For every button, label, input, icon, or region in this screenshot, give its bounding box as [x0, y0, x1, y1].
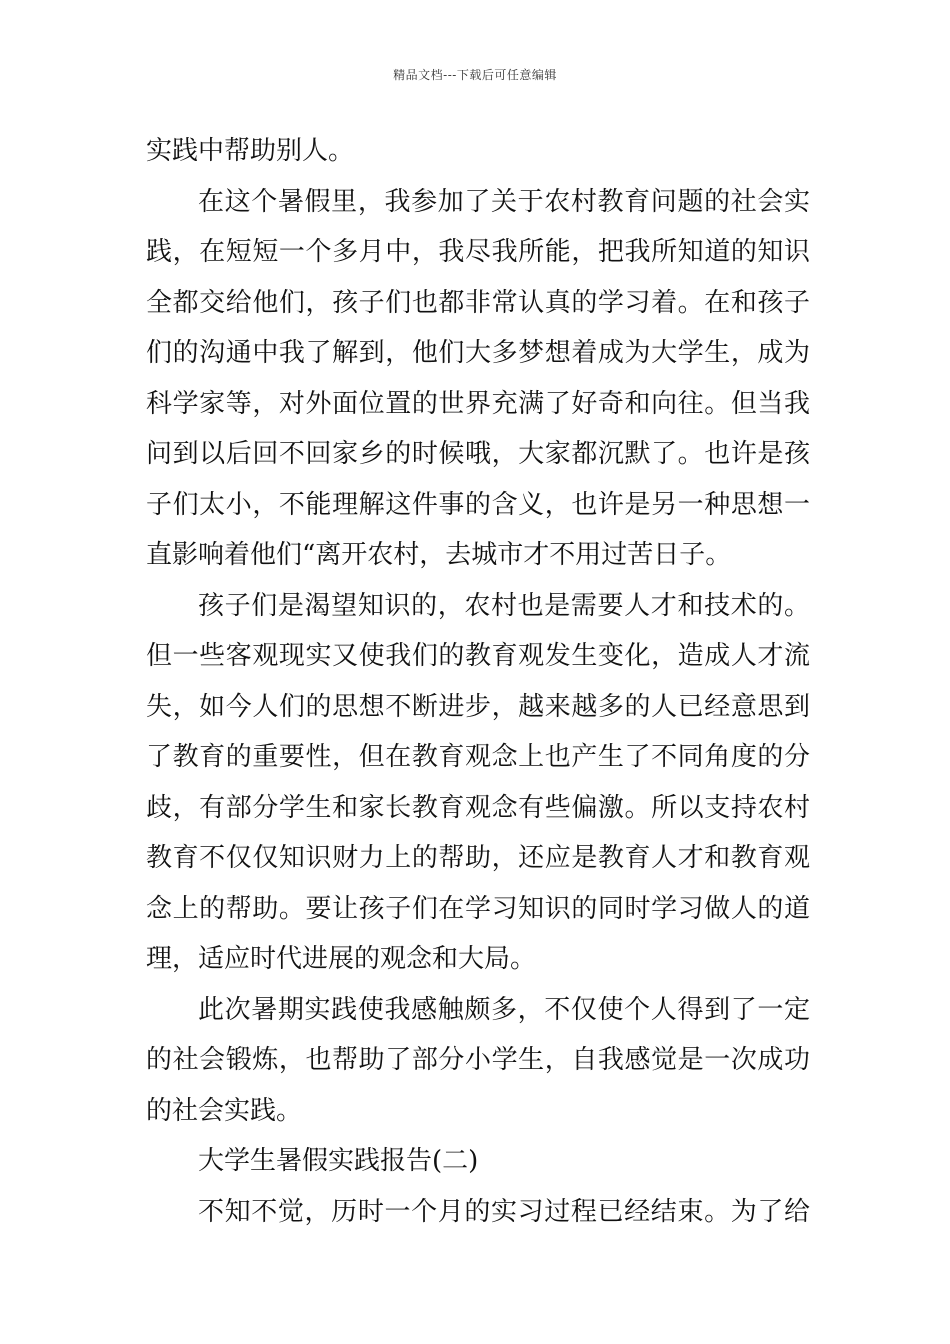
text-line: 歧，有部分学生和家长教育观念有些偏激。所以支持农村	[146, 792, 810, 823]
text-line: 科学家等，对外面位置的世界充满了好奇和向往。但当我	[146, 388, 810, 419]
text-line: 不知不觉，历时一个月的实习过程已经结束。为了给	[198, 1196, 810, 1227]
text-line: 在这个暑假里，我参加了关于农村教育问题的社会实	[198, 186, 810, 217]
text-line: 理，适应时代进展的观念和大局。	[146, 944, 537, 974]
document-body	[146, 126, 810, 1237]
page-header: 精品文档---下载后可任意编辑	[393, 68, 557, 82]
text-line: 念上的帮助。要让孩子们在学习知识的同时学习做人的道	[146, 893, 810, 924]
text-line: 但一些客观现实又使我们的教育观发生变化，造成人才流	[146, 641, 810, 671]
text-line: 们的沟通中我了解到，他们大多梦想着成为大学生，成为	[146, 338, 810, 368]
text-line: 问到以后回不回家乡的时候哦，大家都沉默了。也许是孩	[146, 439, 810, 469]
text-line: 了教育的重要性，但在教育观念上也产生了不同角度的分	[146, 742, 810, 772]
text-line: 全都交给他们，孩子们也都非常认真的学习着。在和孩子	[146, 287, 810, 318]
text-line: 孩子们是渴望知识的，农村也是需要人才和技术的。	[198, 590, 810, 621]
text-line: 践，在短短一个多月中，我尽我所能，把我所知道的知识	[146, 237, 810, 267]
text-line: 的社会实践。	[146, 1095, 303, 1126]
text-line: 失，如今人们的思想不断进步，越来越多的人已经意思到	[146, 691, 810, 722]
text-line: 直影响着他们“离开农村，去城市才不用过苦日子。	[146, 540, 732, 570]
text-line: 子们太小，不能理解这件事的含义，也许是另一种思想一	[146, 489, 810, 520]
text-line: 教育不仅仅知识财力上的帮助，还应是教育人才和教育观	[146, 843, 810, 873]
text-line: 大学生暑假实践报告(二)	[198, 1146, 479, 1176]
text-line: 此次暑期实践使我感触颇多，不仅使个人得到了一定	[198, 994, 810, 1025]
text-line: 实践中帮助别人。	[146, 136, 355, 166]
text-line: 的社会锻炼，也帮助了部分小学生，自我感觉是一次成功	[146, 1045, 810, 1075]
